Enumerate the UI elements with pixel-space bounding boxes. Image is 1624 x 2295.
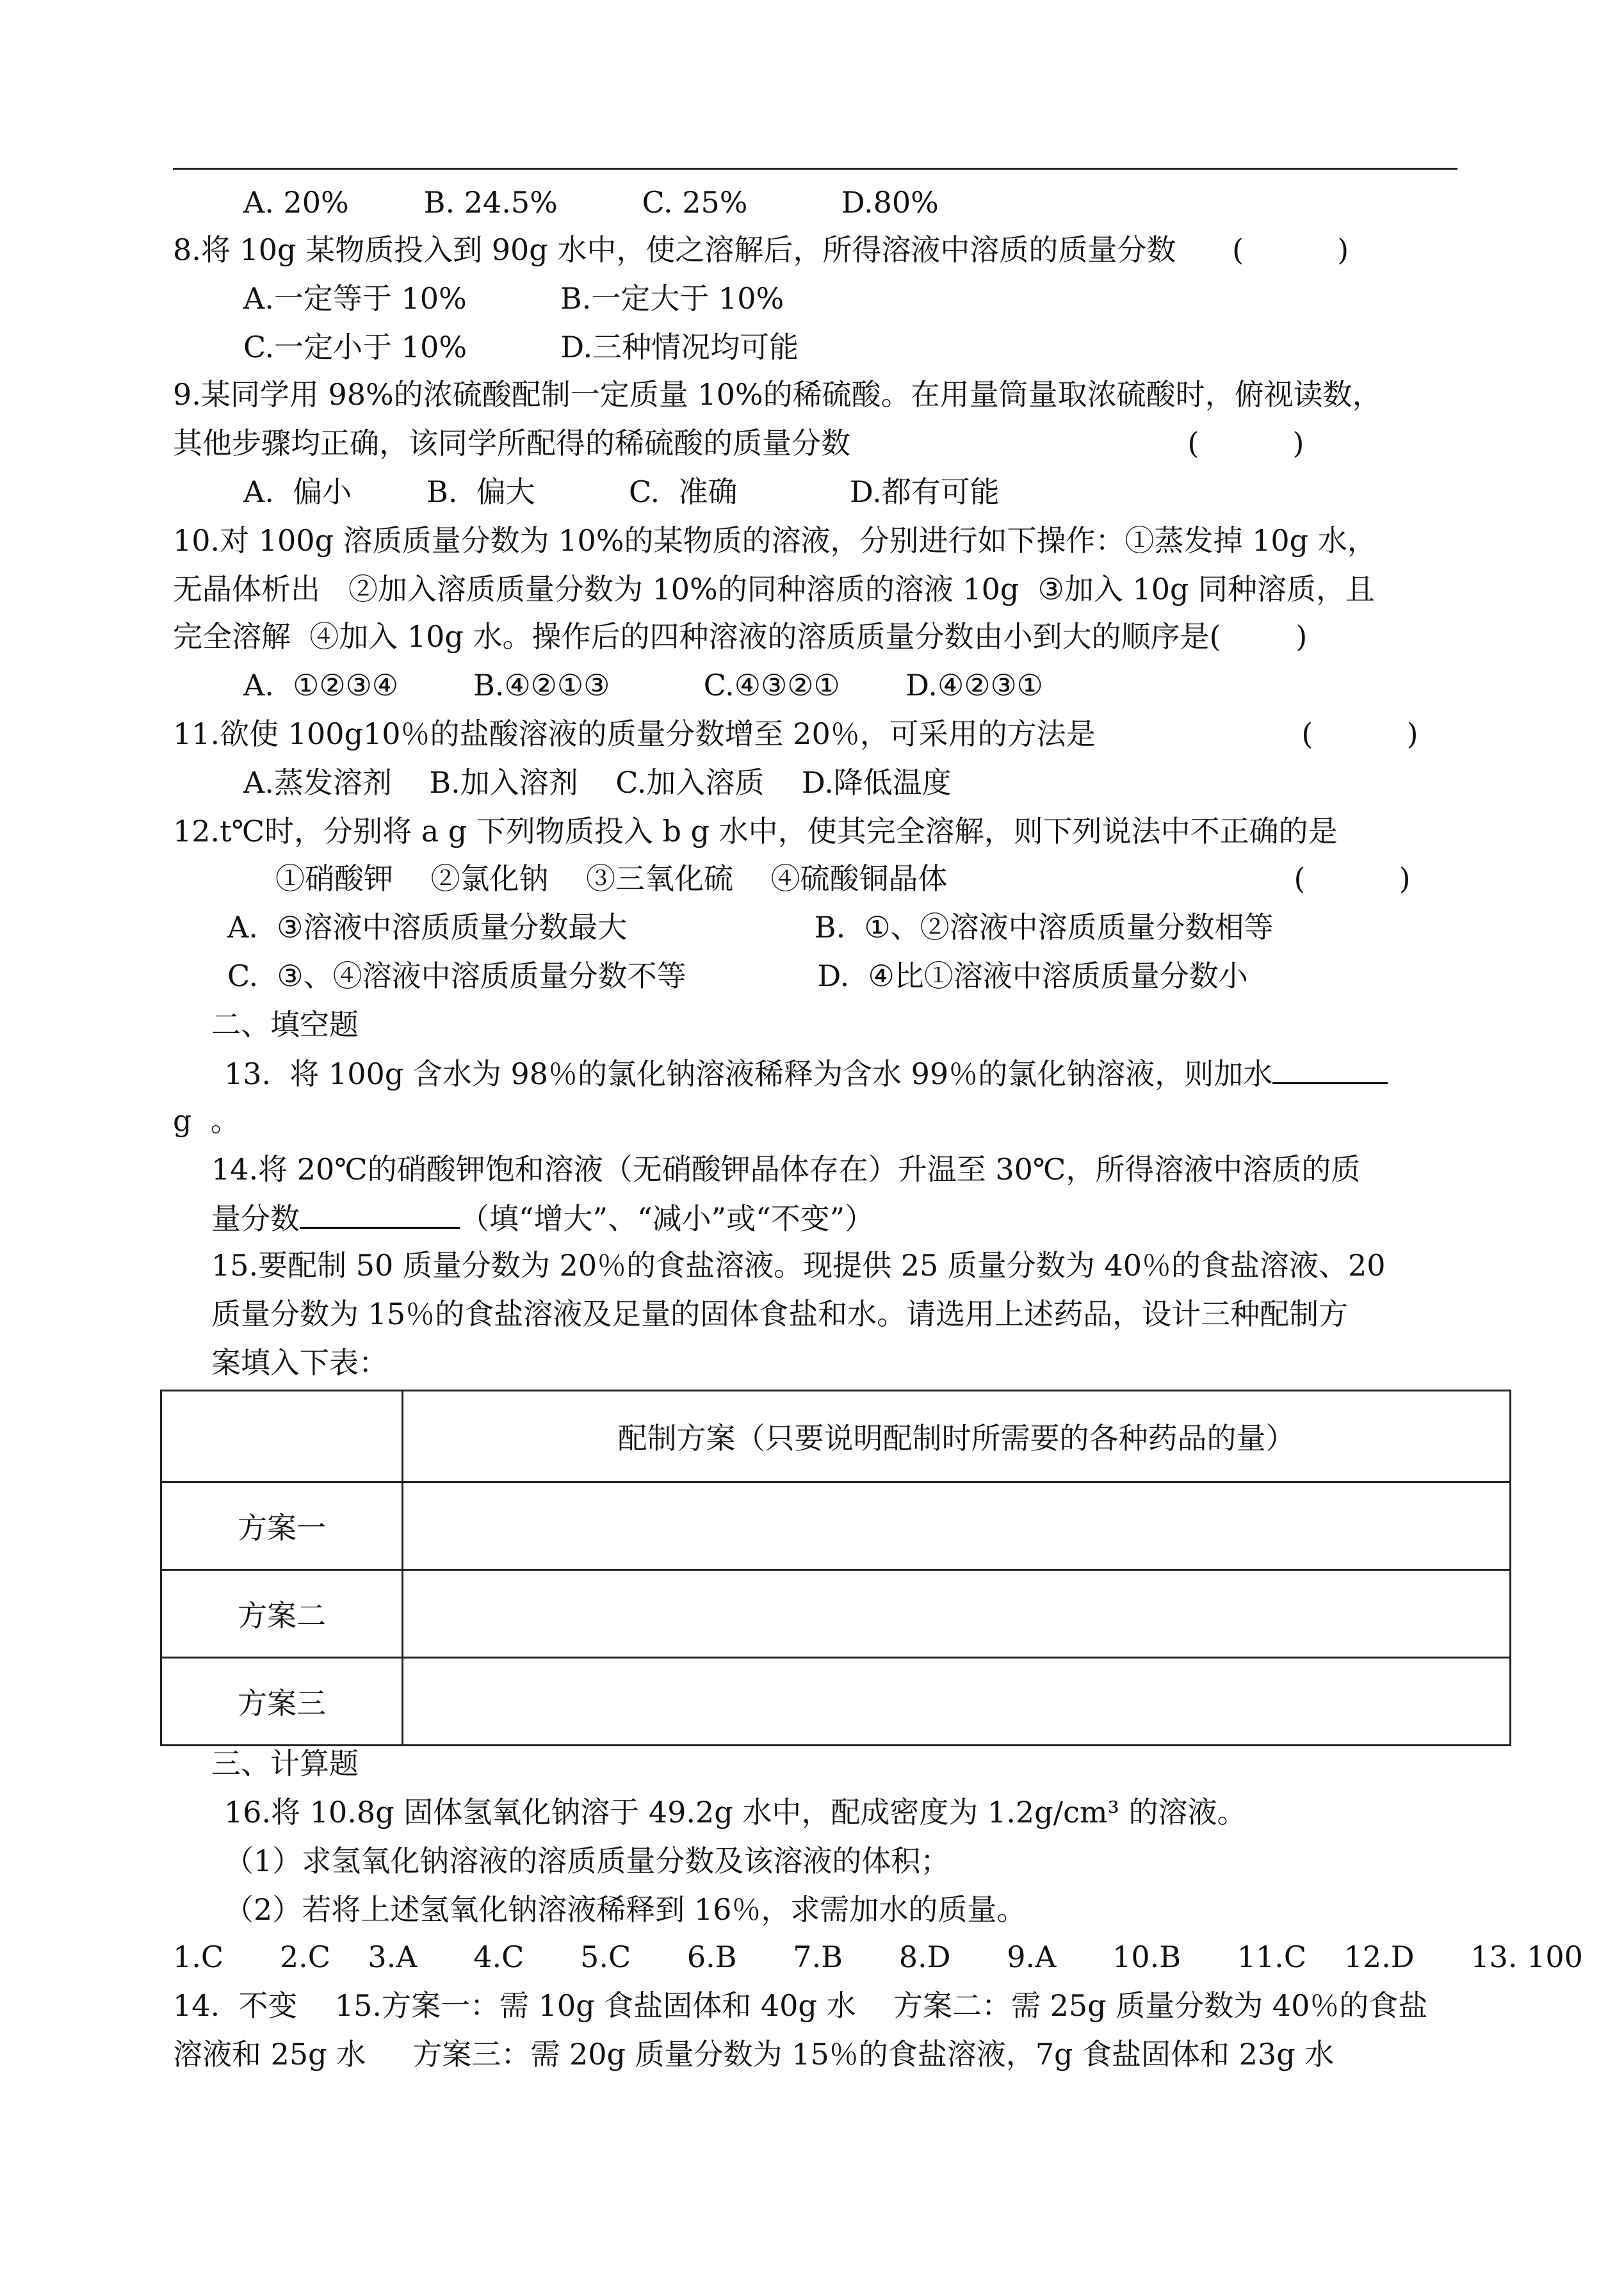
question-8: 8.将 10g 某物质投入到 90g 水中，使之溶解后，所得溶液中溶质的质量分数 ( ) (173, 232, 1349, 267)
q11-options: A.蒸发溶剂 B.加入溶剂 C.加入溶质 D.降低温度 (243, 765, 952, 800)
plan-row-answer-cell[interactable] (403, 1570, 1511, 1658)
q14-blank[interactable] (300, 1199, 460, 1229)
question-14-line1: 14.将 20℃的硝酸钾饱和溶液（无硝酸钾晶体存在）升温至 30℃，所得溶液中溶质的质 (211, 1152, 1361, 1187)
q12-options-cd: C. ③、④溶液中溶质质量分数不等 D. ④比①溶液中溶质质量分数小 (227, 959, 1248, 993)
question-9-line2: 其他步骤均正确，该同学所配得的稀硫酸的质量分数 ( ) (173, 426, 1304, 460)
plan-table (160, 1390, 1511, 1746)
question-15-line3: 案填入下表： (211, 1345, 388, 1380)
table-row (161, 1658, 1511, 1746)
question-10-line1: 10.对 100g 溶质质量分数为 10%的某物质的溶液，分别进行如下操作：①蒸发掉 10g 水， (173, 523, 1377, 558)
plan-row-answer-cell[interactable] (403, 1658, 1511, 1746)
q14-text-a: 量分数 (211, 1201, 300, 1236)
q12-options-ab: A. ③溶液中溶质质量分数最大 B. ①、②溶液中溶质质量分数相等 (227, 910, 1274, 945)
question-9-line1: 9.某同学用 98%的浓硫酸配制一定质量 10%的稀硫酸。在用量筒量取浓硫酸时，俯视读数， (173, 377, 1382, 412)
question-11: 11.欲使 100g10％的盐酸溶液的质量分数增至 20％，可采用的方法是 ( ) (173, 717, 1418, 751)
question-16: 16.将 10.8g 固体氢氧化钠溶于 49.2g 水中，配成密度为 1.2g/cm³ 的溶液。 (224, 1795, 1247, 1829)
answers-line1: 1.C 2.C 3.A 4.C 5.C 6.B 7.B 8.D 9.A 10.B 11.C 12.D 13. 100 (173, 1940, 1583, 1974)
question-13-line2: g 。 (173, 1103, 240, 1138)
answers-line2: 14. 不变 15.方案一：需 10g 食盐固体和 40g 水 方案二：需 25g 质量分数为 40％的食盐 (173, 1988, 1428, 2023)
q13-text: 13. 将 100g 含水为 98％的氯化钠溶液稀释为含水 99％的氯化钠溶液，则加水 (224, 1057, 1273, 1091)
question-10-line3: 完全溶解 ④加入 10g 水。操作后的四种溶液的溶质质量分数由小到大的顺序是( ) (173, 619, 1308, 654)
table-header-cell: 配制方案（只要说明配制时所需要的各种药品的量） (403, 1391, 1511, 1482)
header-rule (173, 168, 1458, 170)
question-13-line1 (224, 1054, 1388, 1092)
plan-row-label: 方案二 (161, 1570, 403, 1658)
plan-row-answer-cell[interactable] (403, 1482, 1511, 1570)
question-15-line1: 15.要配制 50 质量分数为 20％的食盐溶液。现提供 25 质量分数为 40％的食盐溶液、20 (211, 1248, 1386, 1283)
table-corner-cell (161, 1391, 403, 1482)
q13-blank[interactable] (1272, 1054, 1388, 1084)
table-header-row (161, 1391, 1511, 1482)
table-row (161, 1482, 1511, 1570)
q14-text-b: （填“增大”、“减小”或“不变”） (460, 1201, 875, 1236)
plan-row-label: 方案三 (161, 1658, 403, 1746)
q8-options-ab: A.一定等于 10% B.一定大于 10% (243, 281, 784, 316)
question-12: 12.t℃时，分别将 a g 下列物质投入 b g 水中，使其完全溶解，则下列说法中不正确的是 (173, 814, 1338, 848)
question-15-line2: 质量分数为 15％的食盐溶液及足量的固体食盐和水。请选用上述药品，设计三种配制方 (211, 1297, 1349, 1331)
question-16-part1: （1）求氢氧化钠溶液的溶质质量分数及该溶液的体积； (224, 1844, 950, 1878)
q9-options: A. 偏小 B. 偏大 C. 准确 D.都有可能 (243, 474, 1000, 509)
section-calc-title: 三、计算题 (211, 1746, 359, 1781)
section-fill-in-title: 二、填空题 (211, 1007, 359, 1042)
question-16-part2: （2）若将上述氢氧化钠溶液稀释到 16％，求需加水的质量。 (224, 1892, 1027, 1927)
q7-options: A. 20% B. 24.5% C. 25% D.80% (243, 185, 939, 220)
question-10-line2: 无晶体析出 ②加入溶质质量分数为 10%的同种溶质的溶液 10g ③加入 10g 同种溶质，且 (173, 572, 1376, 606)
question-14-line2 (211, 1199, 874, 1237)
q8-options-cd: C.一定小于 10% D.三种情况均可能 (243, 330, 799, 364)
q10-options: A. ①②③④ B.④②①③ C.④③②① D.④②③① (243, 668, 1043, 702)
q12-items: ①硝酸钾 ②氯化钠 ③三氧化硫 ④硫酸铜晶体 ( ) (275, 861, 1411, 896)
plan-row-label: 方案一 (161, 1482, 403, 1570)
answers-line3: 溶液和 25g 水 方案三：需 20g 质量分数为 15％的食盐溶液，7g 食盐固体和 23g 水 (173, 2037, 1335, 2072)
table-row (161, 1570, 1511, 1658)
